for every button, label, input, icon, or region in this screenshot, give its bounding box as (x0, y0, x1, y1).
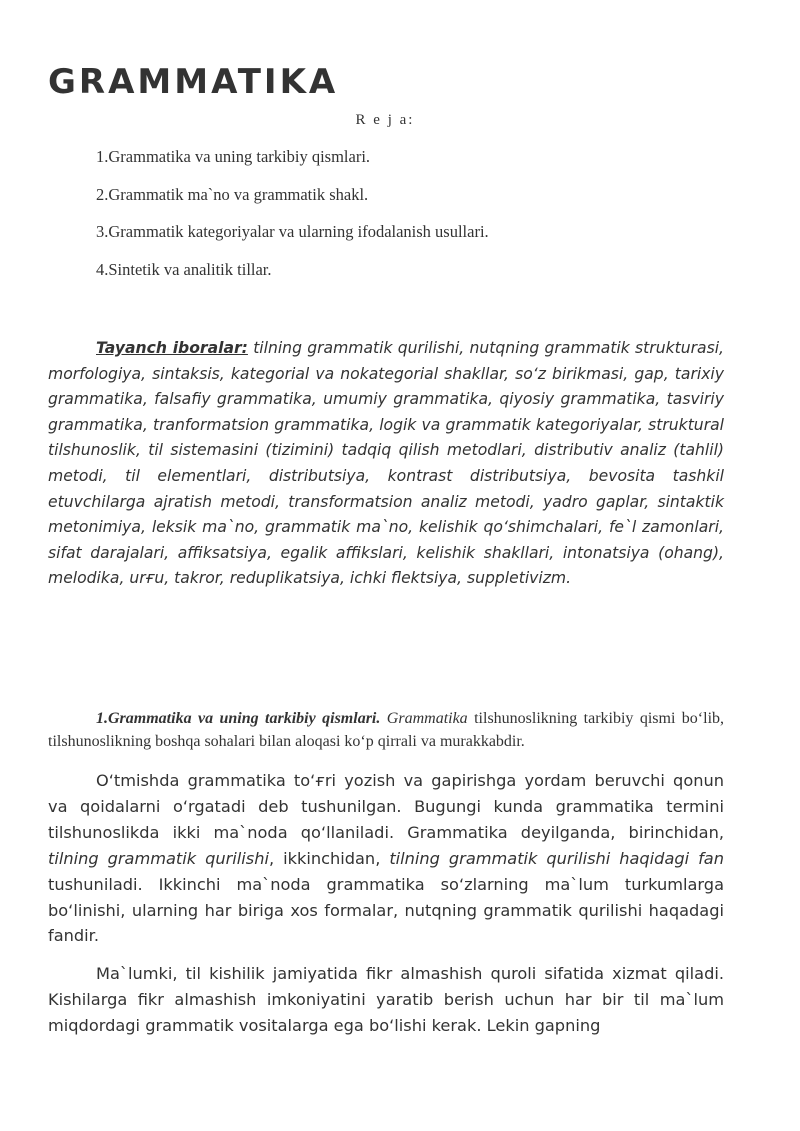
plan-item: 3.Grammatik kategoriyalar va ularning ifodalanish usullari. (96, 222, 489, 242)
body-paragraph-2: Ma`lumki, til kishilik jamiyatida fikr almashish quroli sifatida xizmat qiladi. Kishilarga fikr almashish imkoniyatini yaratib berish uchun har bir til ma`lum miqdordagi grammatik vositalarga ega bo‘lishi kerak. Lekin gapning (48, 964, 724, 1035)
page-title: GRAMMATIKA (48, 62, 339, 102)
body-paragraph-1 (48, 768, 724, 949)
key-terms-text: tilning grammatik qurilishi, nutqning grammatik strukturasi, morfologiya, sintaksis, kategorial va nokategorial shakllar, so‘z birikmasi, gap, tarixiy grammatika, falsafiy grammatika, umumiy grammatika, qiyosiy grammatika, tasviriy grammatika, tranformatsion grammatika, logik va grammatik kategoriyalar, struktural tilshunoslik, til sistemasini (tizimini) tadqiq qilish metodlari, distributiv analiz (tahlil) metodi, til elementlari, distributsiya, kontrast distributsiya, bevosita tashkil etuvchilarga ajratish metodi, transformatsion analiz metodi, yadro gaplar, sintaktik metonimiya, leksik ma`no, grammatik ma`no, kelishik qo‘shimchalari, fe`l zamonlari, sifat darajalari, affiksatsiya, egalik affikslari, kelishik shakllari, intonatsiya (ohang), melodika, urғu, takror, reduplikatsiya, ichki flektsiya, suppletivizm. (48, 339, 724, 588)
paragraph-1-part-3: tushuniladi. Ikkinchi ma`noda grammatika so‘zlarning ma`lum turkumlarga bo‘linishi, ularning har biriga xos formalar, nutqning grammatik qurilishi haqadagi fandir. (48, 874, 724, 946)
section-1-paragraph (48, 707, 724, 753)
section-1-text: tilshunoslikning tarkibiy qismi bo‘lib, tilshunoslikning boshqa sohalari bilan aloqasi ko‘p qirrali va murakkabdir. (48, 710, 725, 750)
key-terms-paragraph (48, 336, 724, 592)
plan-list (96, 146, 489, 297)
plan-label: R e j a: (355, 112, 415, 128)
plan-item: 1.Grammatika va uning tarkibiy qismlari. (96, 147, 371, 166)
plan-item: 2.Grammatik ma`no va grammatik shakl. (96, 184, 369, 204)
plan-item: 4.Sintetik va analitik tillar. (96, 260, 272, 280)
paragraph-1-italic-1: tilning grammatik qurilishi (48, 848, 269, 868)
section-1-heading: 1.Grammatika va uning tarkibiy qismlari. (96, 710, 381, 727)
paragraph-1-part-1: O‘tmishda grammatika to‘ғri yozish va gapirishga yordam beruvchi qonun va qoidalarni o‘rgatadi deb tushunilgan. Bugungi kunda grammatika termini tilshunoslikda ikki ma`noda qo‘llaniladi. Grammatika deyilganda, birinchidan, (48, 771, 724, 842)
paragraph-1-italic-2: tilning grammatik qurilishi haqidagi fan (389, 848, 724, 868)
section-1-term: Grammatika (386, 710, 468, 727)
paragraph-1-part-2: , ikkinchidan, (268, 848, 381, 868)
key-terms-label: Tayanch iboralar: (96, 339, 248, 357)
